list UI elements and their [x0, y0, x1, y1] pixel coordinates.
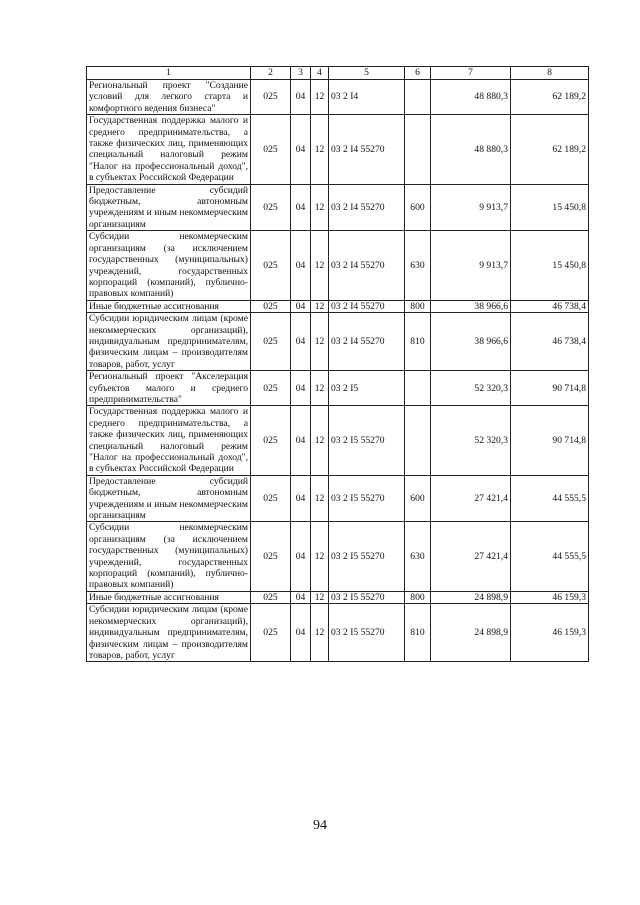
section-cell: 04 [291, 300, 311, 312]
section-cell: 04 [291, 184, 311, 231]
subsection-cell: 12 [311, 591, 329, 603]
table-row [87, 522, 589, 591]
subsection-cell: 12 [311, 80, 329, 115]
subsection-cell: 12 [311, 475, 329, 522]
admin-code-cell: 025 [251, 115, 291, 184]
row-name-cell: Субсидии некоммерческим организациям (за исключением государственных (муниципальных) учреждений, государственных корпораций (компаний), публично-правовых компаний) [87, 522, 251, 591]
table-row [87, 115, 589, 184]
subsection-cell: 12 [311, 522, 329, 591]
column-header: 3 [291, 67, 311, 80]
target-article-cell: 03 2 I4 55270 [329, 184, 405, 231]
table-row [87, 591, 589, 603]
subsection-cell: 12 [311, 313, 329, 371]
row-name-cell: Государственная поддержка малого и среднего предпринимательства, а также физических лиц, применяющих специальный налоговый режим "Налог на профессиональный доход", в субъектах Российской Федерации [87, 406, 251, 475]
expense-type-cell [405, 406, 431, 475]
amount-col8-cell: 44 555,5 [511, 522, 589, 591]
expense-type-cell [405, 80, 431, 115]
target-article-cell: 03 2 I4 55270 [329, 115, 405, 184]
expense-type-cell: 810 [405, 604, 431, 662]
column-header: 4 [311, 67, 329, 80]
table-row [87, 371, 589, 406]
amount-col7-cell: 52 320,3 [431, 371, 511, 406]
subsection-cell: 12 [311, 371, 329, 406]
table-row [87, 475, 589, 522]
amount-col7-cell: 38 966,6 [431, 300, 511, 312]
amount-col8-cell: 15 450,8 [511, 231, 589, 300]
amount-col7-cell: 48 880,3 [431, 80, 511, 115]
target-article-cell: 03 2 I5 55270 [329, 406, 405, 475]
subsection-cell: 12 [311, 406, 329, 475]
row-name-cell: Региональный проект "Акселерация субъектов малого и среднего предпринимательства" [87, 371, 251, 406]
amount-col7-cell: 48 880,3 [431, 115, 511, 184]
table-row [87, 406, 589, 475]
section-cell: 04 [291, 406, 311, 475]
row-name-cell: Государственная поддержка малого и среднего предпринимательства, а также физических лиц, применяющих специальный налоговый режим "Налог на профессиональный доход", в субъектах Российской Федерации [87, 115, 251, 184]
column-header: 1 [87, 67, 251, 80]
column-header: 8 [511, 67, 589, 80]
amount-col7-cell: 9 913,7 [431, 184, 511, 231]
expense-type-cell [405, 115, 431, 184]
subsection-cell: 12 [311, 115, 329, 184]
admin-code-cell: 025 [251, 300, 291, 312]
amount-col8-cell: 15 450,8 [511, 184, 589, 231]
admin-code-cell: 025 [251, 184, 291, 231]
amount-col8-cell: 44 555,5 [511, 475, 589, 522]
amount-col7-cell: 24 898,9 [431, 604, 511, 662]
row-name-cell: Иные бюджетные ассигнования [87, 300, 251, 312]
section-cell: 04 [291, 371, 311, 406]
section-cell: 04 [291, 591, 311, 603]
amount-col7-cell: 24 898,9 [431, 591, 511, 603]
amount-col8-cell: 46 738,4 [511, 313, 589, 371]
target-article-cell: 03 2 I4 [329, 80, 405, 115]
amount-col7-cell: 38 966,6 [431, 313, 511, 371]
target-article-cell: 03 2 I4 55270 [329, 231, 405, 300]
admin-code-cell: 025 [251, 475, 291, 522]
budget-table [86, 66, 589, 662]
admin-code-cell: 025 [251, 522, 291, 591]
table-row [87, 604, 589, 662]
row-name-cell: Иные бюджетные ассигнования [87, 591, 251, 603]
section-cell: 04 [291, 475, 311, 522]
expense-type-cell [405, 371, 431, 406]
amount-col7-cell: 27 421,4 [431, 522, 511, 591]
table-header-row [87, 67, 589, 80]
row-name-cell: Субсидии юридическим лицам (кроме некоммерческих организаций), индивидуальным предпринимателям, физическим лицам – производителям товаров, работ, услуг [87, 604, 251, 662]
column-header: 6 [405, 67, 431, 80]
section-cell: 04 [291, 231, 311, 300]
table-row [87, 231, 589, 300]
table-row [87, 313, 589, 371]
row-name-cell: Субсидии некоммерческим организациям (за исключением государственных (муниципальных) учреждений, государственных корпораций (компаний), публично-правовых компаний) [87, 231, 251, 300]
admin-code-cell: 025 [251, 604, 291, 662]
admin-code-cell: 025 [251, 591, 291, 603]
amount-col8-cell: 46 159,3 [511, 604, 589, 662]
expense-type-cell: 810 [405, 313, 431, 371]
admin-code-cell: 025 [251, 313, 291, 371]
subsection-cell: 12 [311, 231, 329, 300]
row-name-cell: Региональный проект "Создание условий для легкого старта и комфортного ведения бизнеса" [87, 80, 251, 115]
table-row [87, 80, 589, 115]
target-article-cell: 03 2 I5 55270 [329, 475, 405, 522]
section-cell: 04 [291, 313, 311, 371]
target-article-cell: 03 2 I5 55270 [329, 604, 405, 662]
row-name-cell: Предоставление субсидий бюджетным, автономным учреждениям и иным некоммерческим организациям [87, 184, 251, 231]
row-name-cell: Предоставление субсидий бюджетным, автономным учреждениям и иным некоммерческим организациям [87, 475, 251, 522]
amount-col7-cell: 52 320,3 [431, 406, 511, 475]
admin-code-cell: 025 [251, 406, 291, 475]
expense-type-cell: 600 [405, 184, 431, 231]
section-cell: 04 [291, 604, 311, 662]
target-article-cell: 03 2 I5 55270 [329, 522, 405, 591]
table-row [87, 184, 589, 231]
subsection-cell: 12 [311, 184, 329, 231]
subsection-cell: 12 [311, 604, 329, 662]
admin-code-cell: 025 [251, 231, 291, 300]
target-article-cell: 03 2 I5 55270 [329, 591, 405, 603]
page-number: 94 [313, 818, 327, 833]
admin-code-cell: 025 [251, 371, 291, 406]
subsection-cell: 12 [311, 300, 329, 312]
amount-col8-cell: 90 714,8 [511, 406, 589, 475]
expense-type-cell: 630 [405, 231, 431, 300]
column-header: 2 [251, 67, 291, 80]
amount-col8-cell: 62 189,2 [511, 115, 589, 184]
amount-col8-cell: 46 738,4 [511, 300, 589, 312]
section-cell: 04 [291, 522, 311, 591]
row-name-cell: Субсидии юридическим лицам (кроме некоммерческих организаций), индивидуальным предпринимателям, физическим лицам – производителям товаров, работ, услуг [87, 313, 251, 371]
target-article-cell: 03 2 I4 55270 [329, 313, 405, 371]
column-header: 5 [329, 67, 405, 80]
amount-col7-cell: 27 421,4 [431, 475, 511, 522]
amount-col7-cell: 9 913,7 [431, 231, 511, 300]
amount-col8-cell: 62 189,2 [511, 80, 589, 115]
column-header: 7 [431, 67, 511, 80]
expense-type-cell: 800 [405, 591, 431, 603]
expense-type-cell: 800 [405, 300, 431, 312]
target-article-cell: 03 2 I4 55270 [329, 300, 405, 312]
expense-type-cell: 600 [405, 475, 431, 522]
admin-code-cell: 025 [251, 80, 291, 115]
section-cell: 04 [291, 80, 311, 115]
target-article-cell: 03 2 I5 [329, 371, 405, 406]
expense-type-cell: 630 [405, 522, 431, 591]
amount-col8-cell: 90 714,8 [511, 371, 589, 406]
table-row [87, 300, 589, 312]
section-cell: 04 [291, 115, 311, 184]
amount-col8-cell: 46 159,3 [511, 591, 589, 603]
